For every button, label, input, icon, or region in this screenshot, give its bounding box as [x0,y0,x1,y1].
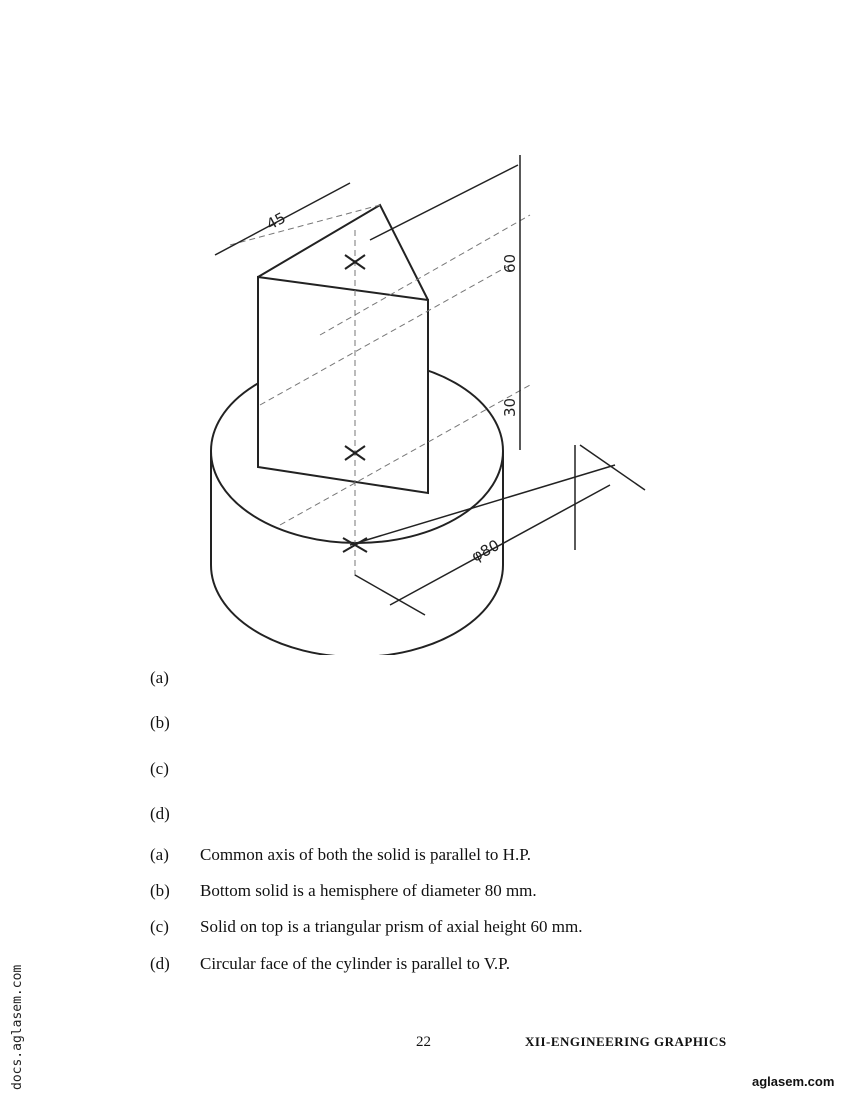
statement-text: Bottom solid is a hemisphere of diameter 80 mm. [200,881,537,900]
statement [150,917,770,937]
option-label: (b) [150,713,170,732]
dimension-prism-height: 60 [501,253,519,273]
side-watermark: docs.aglasem.com [10,964,25,1090]
option-label: (a) [150,668,169,687]
statement-label: (c) [150,917,169,936]
statement [150,845,770,865]
statement-label: (d) [150,954,170,973]
site-watermark: aglasem.com [752,1074,835,1089]
statement-text: Common axis of both the solid is parallel to H.P. [200,845,532,864]
dimension-cylinder-diameter: φ80 [468,536,503,566]
statement-text: Circular face of the cylinder is parallel to V.P. [200,954,511,973]
statement [150,881,770,901]
page-number: 22 [416,1034,431,1050]
footer-title: XII-ENGINEERING GRAPHICS [525,1034,727,1049]
triangular-prism [258,205,428,493]
isometric-drawing [200,145,660,655]
statement-label: (a) [150,845,169,864]
dimension-prism-edge: 45 [263,208,289,234]
dimension-cylinder-height: 30 [501,397,519,417]
option-label: (c) [150,759,169,778]
statement [150,954,770,974]
option-label: (d) [150,804,170,823]
statement-label: (b) [150,881,170,900]
statement-text: Solid on top is a triangular prism of axial height 60 mm. [200,917,583,936]
